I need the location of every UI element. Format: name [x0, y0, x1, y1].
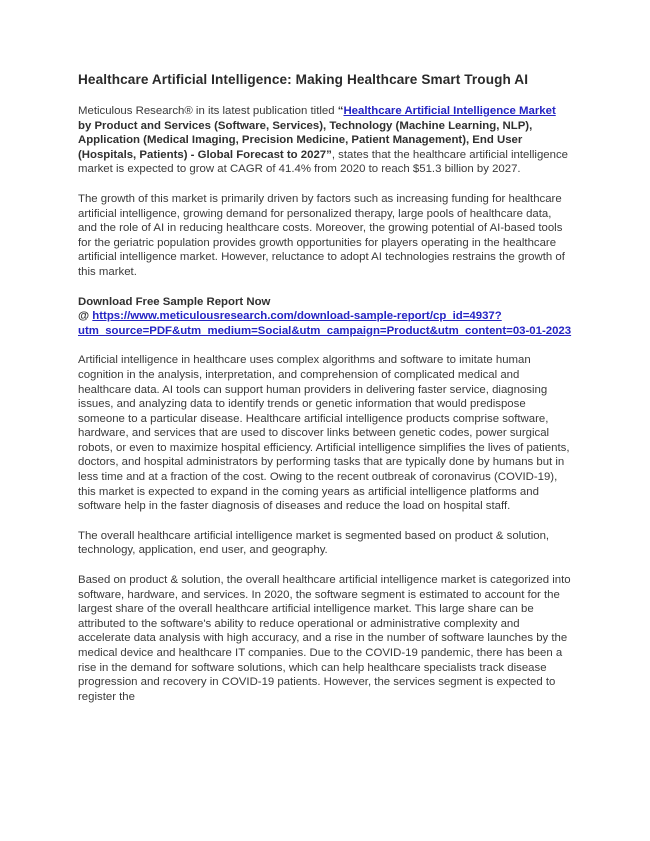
product-solution-paragraph: [78, 573, 572, 704]
ai-overview-paragraph: [78, 353, 572, 514]
text-run: The overall healthcare artificial intelligence market is segmented based on product & solution, technology, application, end user, and geography.: [78, 529, 550, 557]
text-run: Meticulous Research® in its latest publication titled: [78, 105, 338, 117]
text-run: , states that the healthcare artificial intelligence market is expected to grow at CAGR of 41.4% from 2020 to reach $51.3 billion by 2027.: [78, 148, 569, 176]
text-run: “: [337, 105, 344, 117]
report-title-link[interactable]: Healthcare Artificial Intelligence Market: [343, 105, 556, 117]
text-run: Based on product & solution, the overall healthcare artificial intelligence market is categorized into software, hardware, and services. In 2020, the software segment is estimated to account for the largest share of the overall healthcare artificial intelligence market. This large share can be attributed to the software's ability to reduce operational or administrative complexity and accelerate data analysis with high accuracy, and a rise in the number of software launches by the medical device and healthcare IT companies. Due to the COVID-19 pandemic, there has been a rise in the demand for software solutions, which can help healthcare specialists track disease progression and recovery in COVID-19 patients. However, the services segment is expected to register the: [78, 574, 571, 703]
segmentation-paragraph: [78, 529, 572, 558]
text-run: Artificial intelligence in healthcare uses complex algorithms and software to imitate human cognition in the analysis, interpretation, and comprehension of complicated medical and healthcare data. AI tools can support human providers in delivering faster service, diagnosing issues, and analyzing data to identify trends or genetic information that would predispose someone to a particular disease. Healthcare artificial intelligence products comprise software, hardware, and services that are used to discover links between genetic codes, power surgical robots, or even to maximize hospital efficiency. Artificial intelligence simplifies the lives of patients, doctors, and hospital administrators by performing tasks that are typically done by humans but in less time and at a fraction of the cost. Owing to the recent outbreak of coronavirus (COVID-19), this market is expected to expand in the coming years as artificial intelligence platforms and software help in the faster diagnosis of diseases and reduce the load on hospital staff.: [78, 354, 570, 513]
download-sample-link[interactable]: https://www.meticulousresearch.com/download-sample-report/cp_id=4937?utm_source=PDF&utm_medium=Social&utm_campaign=Product&utm_content=03-01-2023: [78, 310, 572, 337]
intro-paragraph: [78, 104, 572, 177]
download-sample-block: [78, 295, 572, 339]
page-title: Healthcare Artificial Intelligence: Making Healthcare Smart Trough AI: [78, 72, 529, 87]
text-run: @: [78, 310, 93, 323]
market-growth-paragraph: [78, 192, 572, 280]
text-run: by Product and Services (Software, Services), Technology (Machine Learning, NLP), Application (Medical Imaging, Precision Medicine, Patient Management), End User (Hospitals, Patients) - Global Forecast to 2027”: [78, 119, 533, 161]
download-heading: Download Free Sample Report Now: [78, 295, 271, 308]
document-paragraphs: [78, 104, 572, 704]
text-run: The growth of this market is primarily driven by factors such as increasing funding for healthcare artificial intelligence, growing demand for personalized therapy, large pools of healthcare data, and the role of AI in reducing healthcare costs. Moreover, the growing potential of AI-based tools for the geriatric population provides growth opportunities for players operating in the healthcare artificial intelligence market. However, reluctance to adopt AI technologies restrains the growth of this market.: [78, 192, 565, 278]
page-content: [78, 71, 572, 719]
